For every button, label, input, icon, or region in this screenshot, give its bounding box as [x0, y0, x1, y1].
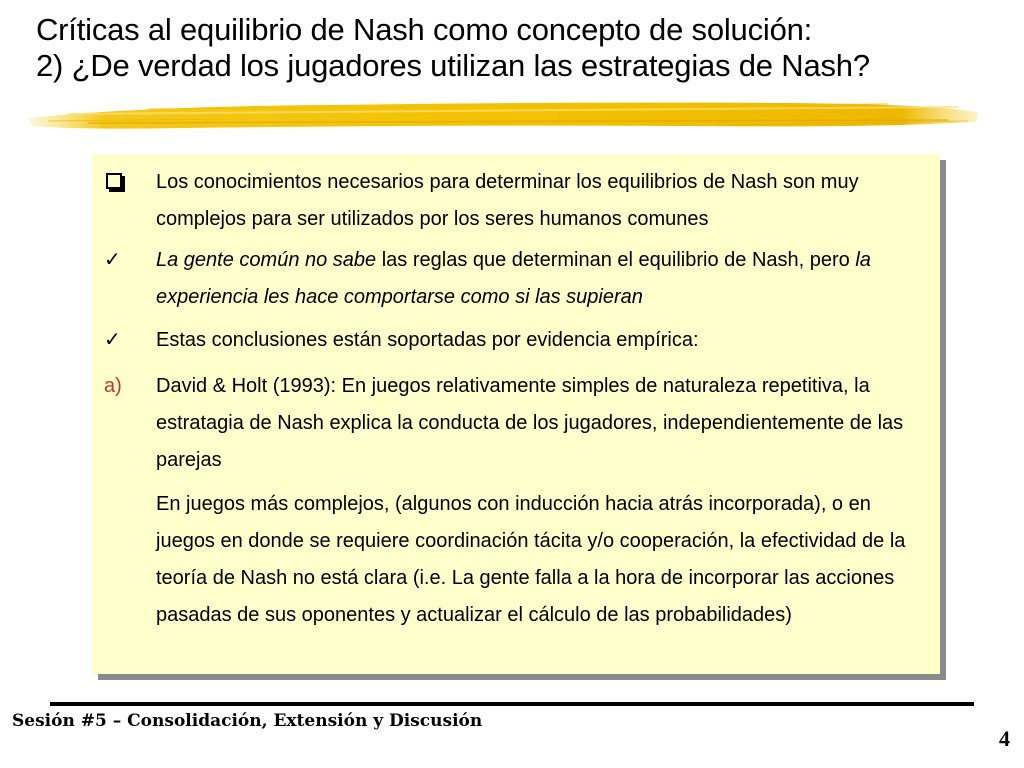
footer-session-title: Sesión #5 – Consolidación, Extensión y Discusión [12, 711, 483, 731]
title-line-2: 2) ¿De verdad los jugadores utilizan las estrategias de Nash? [36, 48, 870, 83]
content-box [92, 154, 940, 674]
title-line-1: Críticas al equilibrio de Nash como concepto de solución: [36, 12, 813, 47]
check-icon: ✓ [104, 249, 121, 271]
checkbox-square-icon [104, 164, 134, 201]
list-letter-a: a) [104, 375, 122, 397]
item-text: David & Holt (1993): En juegos relativamente simples de naturaleza repetitiva, la estratagia de Nash explica la conducta de los jugadores, independientemente de las parejas [156, 375, 904, 471]
footer-divider [50, 702, 974, 706]
slide-title [36, 12, 996, 84]
item-text: Estas conclusiones están soportadas por evidencia empírica: [156, 329, 699, 351]
normal-phrase: las reglas que determinan el equilibrio de Nash, pero [376, 249, 856, 271]
page-number: 4 [999, 726, 1010, 751]
yellow-brush-stroke [28, 92, 978, 134]
item-text: Los conocimientos necesarios para determinar los equilibrios de Nash son muy complejos para ser utilizados por los seres humanos comunes [156, 171, 859, 230]
item-text: En juegos más complejos, (algunos con inducción hacia atrás incorporada), o en juegos en donde se requiere coordinación tácita y/o cooperación, la efectividad de la teoría de Nash no está clara (i.e. La gente falla a la hora de incorporar las acciones pasadas de sus oponentes y actualizar el cálculo de las probabilidades) [156, 493, 906, 626]
italic-phrase: La gente común no sabe [156, 249, 377, 271]
item-text [156, 242, 931, 316]
italic-phrase: la experiencia les hace comportarse como si las supieran [156, 249, 871, 308]
check-icon: ✓ [104, 329, 121, 351]
